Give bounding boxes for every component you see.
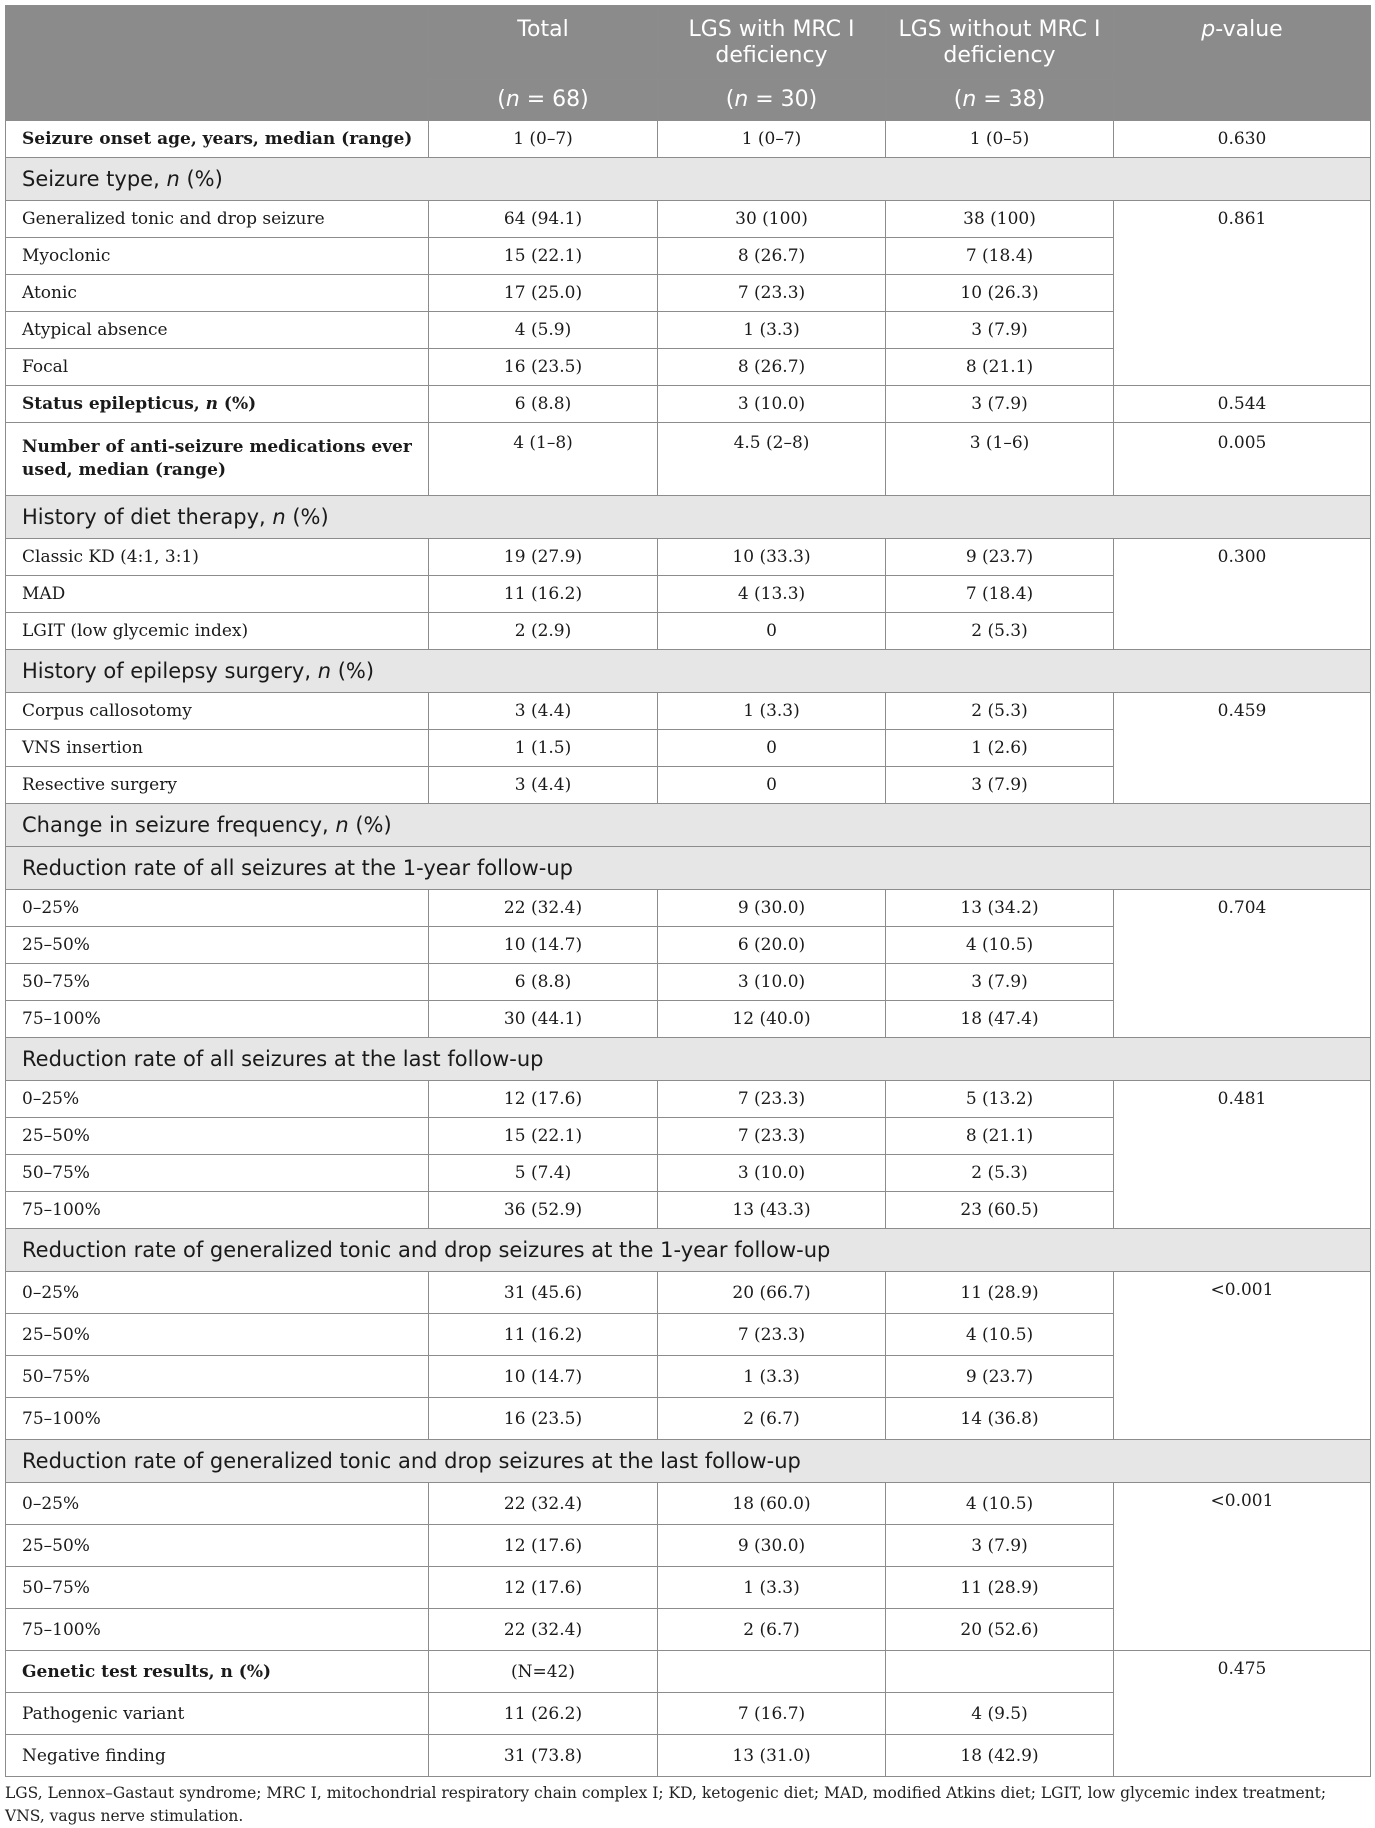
table-row	[6, 1272, 1371, 1314]
row-label: 75–100%	[6, 1001, 429, 1038]
table-row	[6, 121, 1371, 158]
table-row	[6, 693, 1371, 730]
cell-with: 0	[658, 613, 886, 650]
cell-total: 5 (7.4)	[429, 1155, 658, 1192]
section-seizure-type: Seizure type, n (%)	[6, 158, 1371, 201]
section-row	[6, 847, 1371, 890]
cell-total: 22 (32.4)	[429, 1609, 658, 1651]
cell-with: 1 (3.3)	[658, 693, 886, 730]
cell-without: 1 (0–5)	[886, 121, 1114, 158]
section-row	[6, 496, 1371, 539]
header-with-mrc: LGS with MRC I deficiency	[658, 6, 886, 80]
cell-without: 18 (42.9)	[886, 1735, 1114, 1777]
cell-without: 4 (10.5)	[886, 1314, 1114, 1356]
section-row	[6, 650, 1371, 693]
cell-without: 3 (7.9)	[886, 386, 1114, 423]
cell-p: 0.630	[1114, 121, 1371, 158]
cell-without	[886, 1651, 1114, 1693]
row-label: MAD	[6, 576, 429, 613]
cell-without: 13 (34.2)	[886, 890, 1114, 927]
cell-with: 0	[658, 730, 886, 767]
results-table	[5, 5, 1371, 1777]
row-label: 75–100%	[6, 1609, 429, 1651]
section-diet: History of diet therapy, n (%)	[6, 496, 1371, 539]
cell-p: 0.475	[1114, 1651, 1371, 1777]
table-row	[6, 1483, 1371, 1525]
cell-total: 12 (17.6)	[429, 1081, 658, 1118]
cell-p: 0.459	[1114, 693, 1371, 804]
table-row	[6, 423, 1371, 496]
cell-without: 3 (7.9)	[886, 312, 1114, 349]
section-change: Change in seizure frequency, n (%)	[6, 804, 1371, 847]
cell-without: 11 (28.9)	[886, 1272, 1114, 1314]
header-n-without: (n = 38)	[886, 80, 1114, 121]
cell-total: 36 (52.9)	[429, 1192, 658, 1229]
cell-with: 13 (31.0)	[658, 1735, 886, 1777]
header-n-with: (n = 30)	[658, 80, 886, 121]
table-row	[6, 1081, 1371, 1118]
cell-total: 31 (45.6)	[429, 1272, 658, 1314]
cell-without: 2 (5.3)	[886, 613, 1114, 650]
row-label: 0–25%	[6, 1081, 429, 1118]
row-label: 75–100%	[6, 1192, 429, 1229]
section-gt-last: Reduction rate of generalized tonic and drop seizures at the last follow-up	[6, 1440, 1371, 1483]
row-label: 25–50%	[6, 1525, 429, 1567]
header-p-value: p-value	[1114, 6, 1371, 121]
cell-total: 16 (23.5)	[429, 349, 658, 386]
row-label: Atypical absence	[6, 312, 429, 349]
cell-with: 4.5 (2–8)	[658, 423, 886, 496]
cell-without: 7 (18.4)	[886, 576, 1114, 613]
cell-total: 16 (23.5)	[429, 1398, 658, 1440]
section-all-1y: Reduction rate of all seizures at the 1-year follow-up	[6, 847, 1371, 890]
cell-with: 9 (30.0)	[658, 890, 886, 927]
cell-without: 3 (7.9)	[886, 1525, 1114, 1567]
cell-p: 0.481	[1114, 1081, 1371, 1229]
header-n-total: (n = 68)	[429, 80, 658, 121]
row-label: Negative finding	[6, 1735, 429, 1777]
header-blank	[6, 6, 429, 121]
row-label: Resective surgery	[6, 767, 429, 804]
row-label: Generalized tonic and drop seizure	[6, 201, 429, 238]
cell-p: 0.704	[1114, 890, 1371, 1038]
cell-total: 1 (1.5)	[429, 730, 658, 767]
cell-with: 18 (60.0)	[658, 1483, 886, 1525]
row-label: Status epilepticus, n (%)	[6, 386, 429, 423]
cell-without: 3 (7.9)	[886, 964, 1114, 1001]
cell-with: 6 (20.0)	[658, 927, 886, 964]
row-label: 50–75%	[6, 1356, 429, 1398]
section-surgery: History of epilepsy surgery, n (%)	[6, 650, 1371, 693]
cell-total: 3 (4.4)	[429, 693, 658, 730]
cell-without: 9 (23.7)	[886, 539, 1114, 576]
cell-without: 11 (28.9)	[886, 1567, 1114, 1609]
cell-without: 10 (26.3)	[886, 275, 1114, 312]
row-label: VNS insertion	[6, 730, 429, 767]
cell-without: 5 (13.2)	[886, 1081, 1114, 1118]
cell-total: 15 (22.1)	[429, 1118, 658, 1155]
cell-with: 1 (0–7)	[658, 121, 886, 158]
row-label: 50–75%	[6, 1155, 429, 1192]
header-without-mrc: LGS without MRC I deficiency	[886, 6, 1114, 80]
cell-total: 31 (73.8)	[429, 1735, 658, 1777]
table-row	[6, 890, 1371, 927]
cell-total: 12 (17.6)	[429, 1525, 658, 1567]
cell-total: 3 (4.4)	[429, 767, 658, 804]
cell-with: 7 (23.3)	[658, 1081, 886, 1118]
cell-without: 20 (52.6)	[886, 1609, 1114, 1651]
row-label: Genetic test results, n (%)	[6, 1651, 429, 1693]
cell-without: 2 (5.3)	[886, 693, 1114, 730]
cell-without: 1 (2.6)	[886, 730, 1114, 767]
cell-total: 30 (44.1)	[429, 1001, 658, 1038]
cell-total: 4 (1–8)	[429, 423, 658, 496]
cell-without: 4 (9.5)	[886, 1693, 1114, 1735]
cell-total: 6 (8.8)	[429, 386, 658, 423]
cell-p: 0.005	[1114, 423, 1371, 496]
table-footnote: LGS, Lennox–Gastaut syndrome; MRC I, mitochondrial respiratory chain complex I; KD, ketogenic diet; MAD, modified Atkins diet; LGIT, low glycemic index treatment; VNS, vagus nerve stimulation.	[5, 1784, 1327, 1825]
cell-with: 10 (33.3)	[658, 539, 886, 576]
row-label: 50–75%	[6, 1567, 429, 1609]
cell-with: 7 (23.3)	[658, 275, 886, 312]
cell-total: 6 (8.8)	[429, 964, 658, 1001]
cell-p: <0.001	[1114, 1483, 1371, 1651]
cell-with: 1 (3.3)	[658, 1567, 886, 1609]
cell-with: 9 (30.0)	[658, 1525, 886, 1567]
cell-without: 8 (21.1)	[886, 1118, 1114, 1155]
cell-without: 14 (36.8)	[886, 1398, 1114, 1440]
cell-with: 13 (43.3)	[658, 1192, 886, 1229]
cell-with: 3 (10.0)	[658, 964, 886, 1001]
cell-with: 20 (66.7)	[658, 1272, 886, 1314]
section-row	[6, 1229, 1371, 1272]
cell-without: 8 (21.1)	[886, 349, 1114, 386]
cell-with: 12 (40.0)	[658, 1001, 886, 1038]
cell-total: 64 (94.1)	[429, 201, 658, 238]
section-row	[6, 1038, 1371, 1081]
cell-without: 23 (60.5)	[886, 1192, 1114, 1229]
cell-total: 10 (14.7)	[429, 927, 658, 964]
row-label: Pathogenic variant	[6, 1693, 429, 1735]
section-row	[6, 158, 1371, 201]
cell-with: 0	[658, 767, 886, 804]
row-label: 25–50%	[6, 927, 429, 964]
cell-with: 8 (26.7)	[658, 349, 886, 386]
cell-p: <0.001	[1114, 1272, 1371, 1440]
row-label: Classic KD (4:1, 3:1)	[6, 539, 429, 576]
cell-with: 3 (10.0)	[658, 1155, 886, 1192]
cell-with: 2 (6.7)	[658, 1398, 886, 1440]
cell-with: 3 (10.0)	[658, 386, 886, 423]
cell-without: 2 (5.3)	[886, 1155, 1114, 1192]
cell-total: 19 (27.9)	[429, 539, 658, 576]
cell-total: 1 (0–7)	[429, 121, 658, 158]
cell-total: 22 (32.4)	[429, 1483, 658, 1525]
header-total: Total	[429, 6, 658, 80]
row-label: 25–50%	[6, 1118, 429, 1155]
cell-with: 7 (16.7)	[658, 1693, 886, 1735]
table-row	[6, 1651, 1371, 1693]
cell-total: 12 (17.6)	[429, 1567, 658, 1609]
cell-total: 22 (32.4)	[429, 890, 658, 927]
row-label: 0–25%	[6, 1483, 429, 1525]
cell-with: 1 (3.3)	[658, 1356, 886, 1398]
cell-without: 4 (10.5)	[886, 1483, 1114, 1525]
table-row	[6, 386, 1371, 423]
cell-total: 11 (16.2)	[429, 576, 658, 613]
row-label: Corpus callosotomy	[6, 693, 429, 730]
row-label: Myoclonic	[6, 238, 429, 275]
cell-total: 11 (16.2)	[429, 1314, 658, 1356]
section-all-last: Reduction rate of all seizures at the last follow-up	[6, 1038, 1371, 1081]
row-label: 50–75%	[6, 964, 429, 1001]
table-row	[6, 201, 1371, 238]
table-row	[6, 539, 1371, 576]
row-label: Number of anti-seizure medications ever used, median (range)	[6, 423, 429, 496]
cell-total: 10 (14.7)	[429, 1356, 658, 1398]
cell-without: 4 (10.5)	[886, 927, 1114, 964]
section-row	[6, 1440, 1371, 1483]
section-gt-1y: Reduction rate of generalized tonic and drop seizures at the 1-year follow-up	[6, 1229, 1371, 1272]
row-label: 25–50%	[6, 1314, 429, 1356]
cell-total: (N=42)	[429, 1651, 658, 1693]
cell-p: 0.861	[1114, 201, 1371, 386]
cell-total: 17 (25.0)	[429, 275, 658, 312]
table-page	[5, 5, 1370, 1828]
cell-without: 7 (18.4)	[886, 238, 1114, 275]
cell-with: 4 (13.3)	[658, 576, 886, 613]
cell-with	[658, 1651, 886, 1693]
cell-without: 3 (7.9)	[886, 767, 1114, 804]
cell-with: 8 (26.7)	[658, 238, 886, 275]
row-label: Focal	[6, 349, 429, 386]
cell-with: 7 (23.3)	[658, 1314, 886, 1356]
cell-p: 0.300	[1114, 539, 1371, 650]
cell-without: 38 (100)	[886, 201, 1114, 238]
row-label: Atonic	[6, 275, 429, 312]
row-label: LGIT (low glycemic index)	[6, 613, 429, 650]
cell-total: 15 (22.1)	[429, 238, 658, 275]
cell-total: 4 (5.9)	[429, 312, 658, 349]
cell-with: 30 (100)	[658, 201, 886, 238]
section-row	[6, 804, 1371, 847]
cell-without: 3 (1–6)	[886, 423, 1114, 496]
row-label: 0–25%	[6, 1272, 429, 1314]
cell-without: 9 (23.7)	[886, 1356, 1114, 1398]
cell-with: 7 (23.3)	[658, 1118, 886, 1155]
cell-total: 2 (2.9)	[429, 613, 658, 650]
cell-total: 11 (26.2)	[429, 1693, 658, 1735]
cell-with: 1 (3.3)	[658, 312, 886, 349]
cell-with: 2 (6.7)	[658, 1609, 886, 1651]
row-label: 0–25%	[6, 890, 429, 927]
row-label: 75–100%	[6, 1398, 429, 1440]
cell-p: 0.544	[1114, 386, 1371, 423]
row-label: Seizure onset age, years, median (range)	[6, 121, 429, 158]
cell-without: 18 (47.4)	[886, 1001, 1114, 1038]
